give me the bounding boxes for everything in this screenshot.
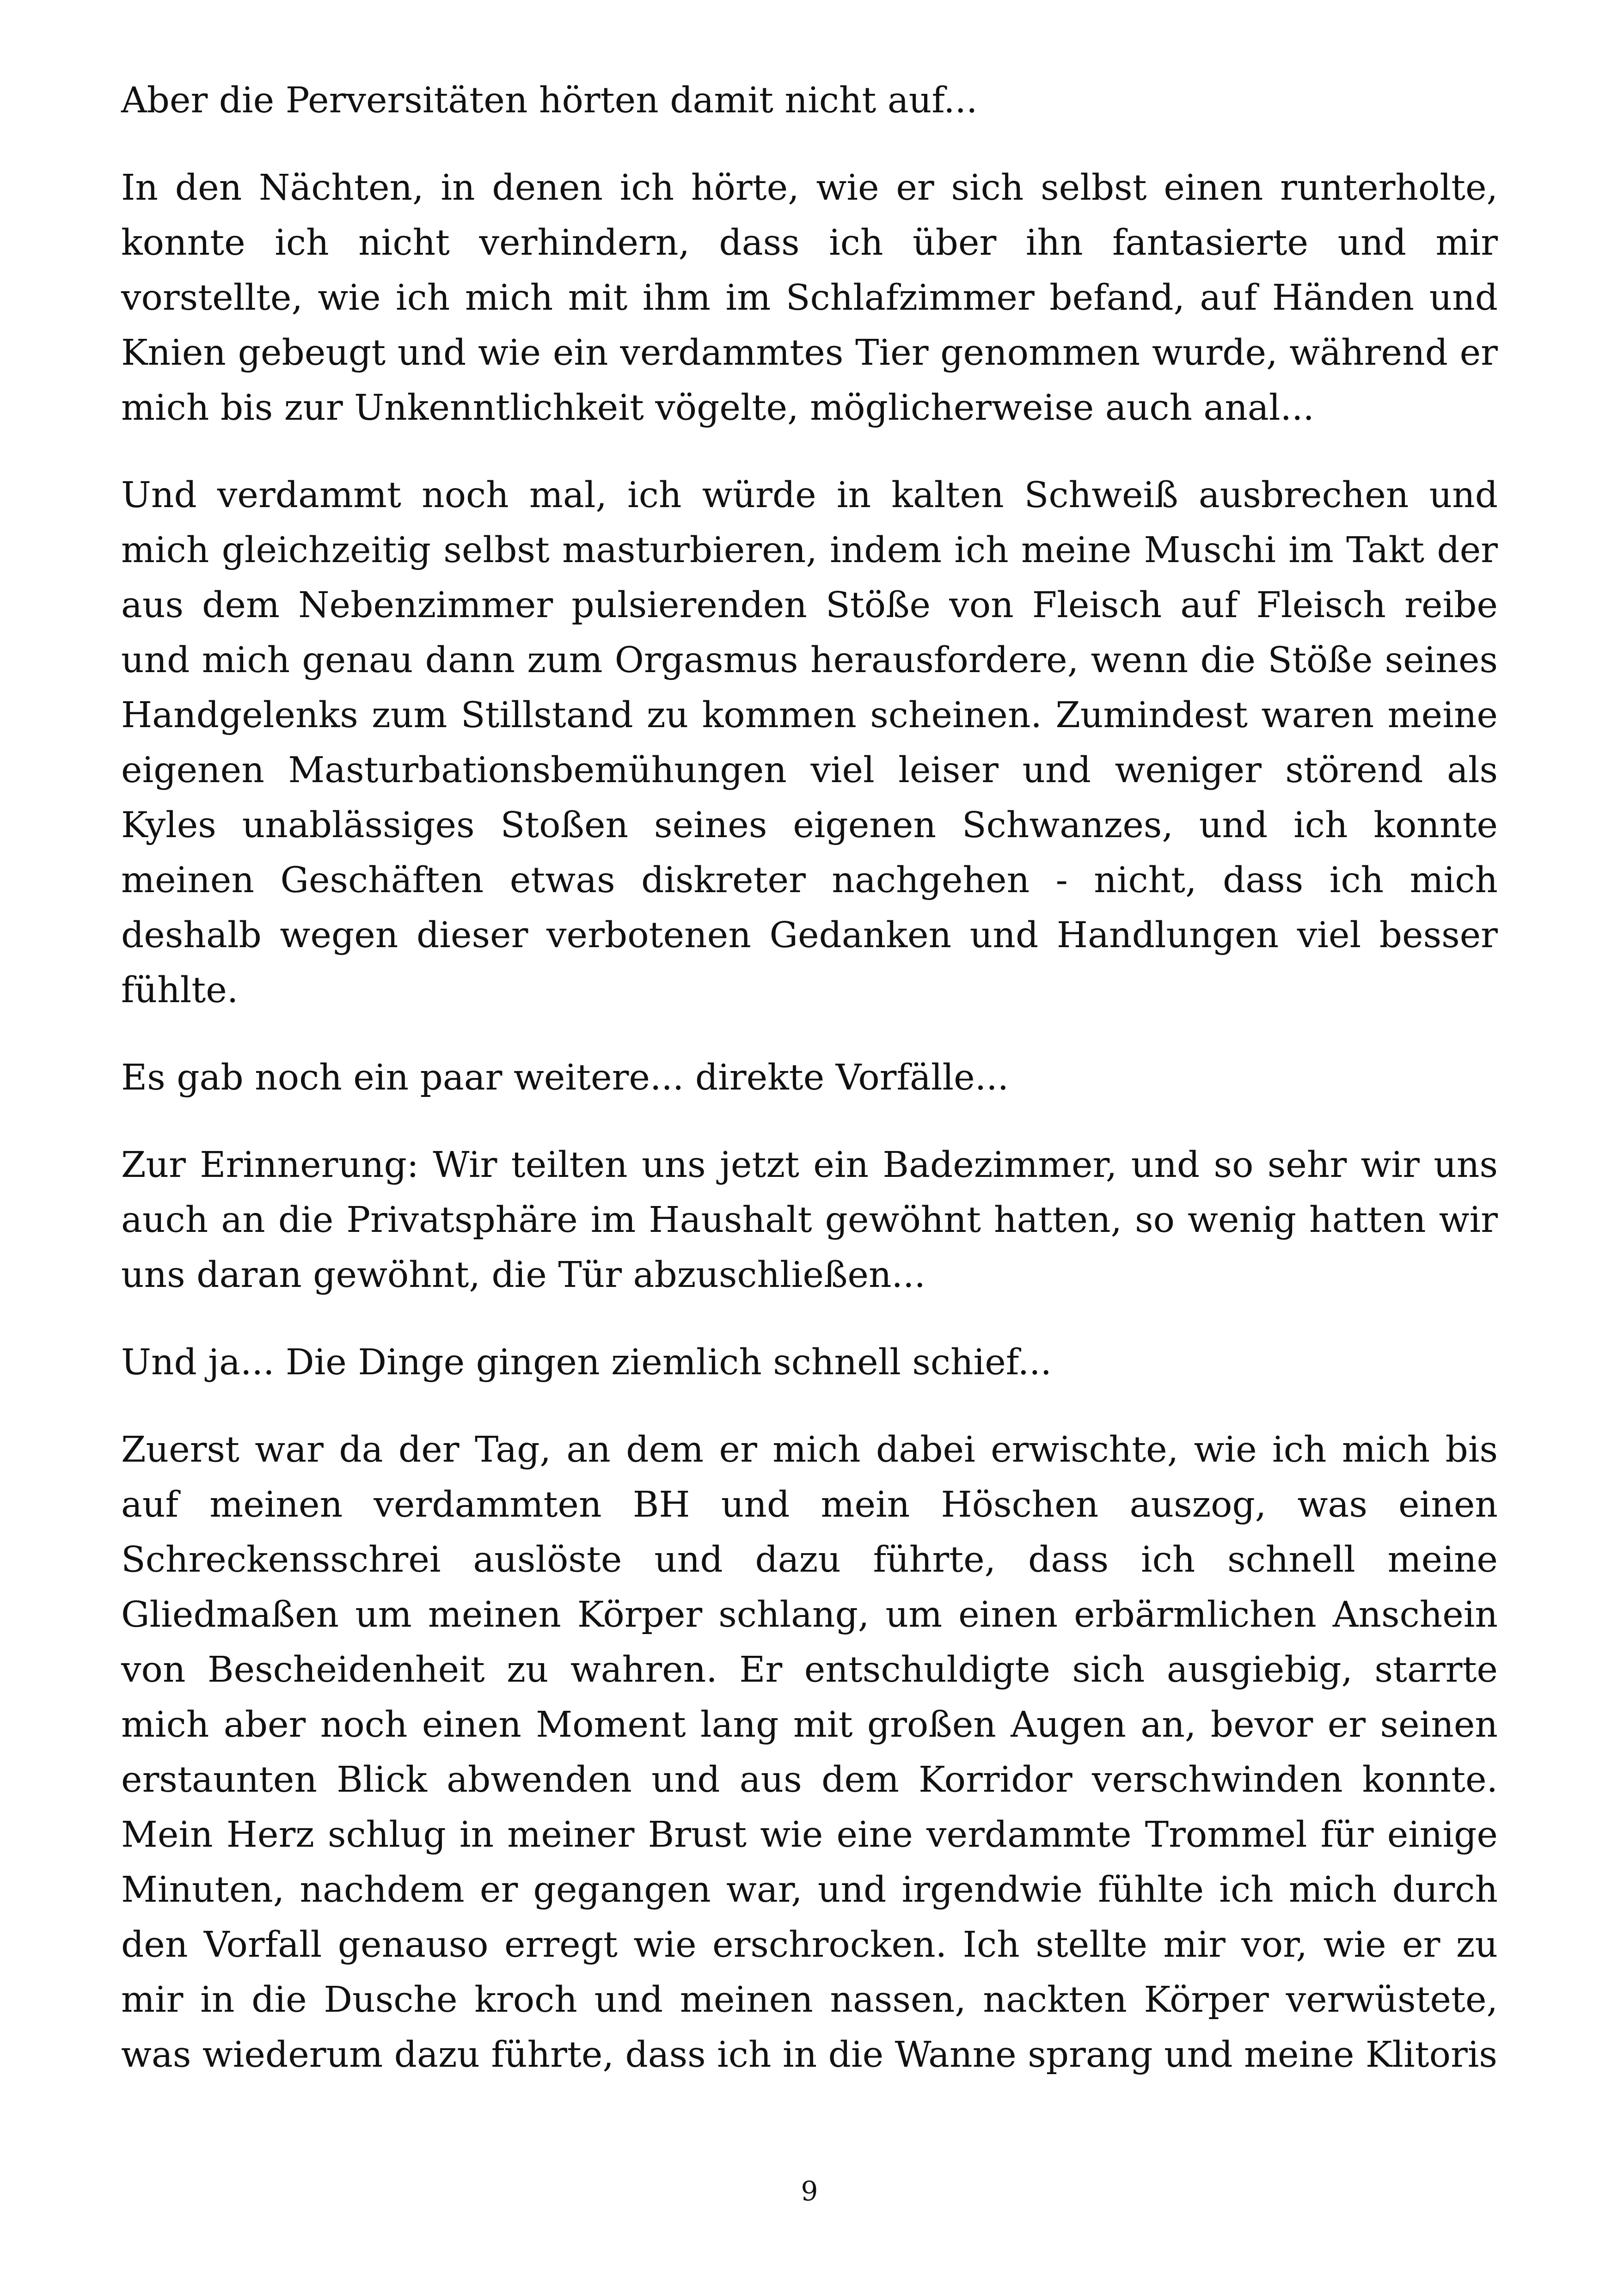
- paragraph-2: In den Nächten, in denen ich hörte, wie er sich selbst einen runterholte, konnte ich nicht verhindern, dass ich über ihn fantasierte und mir vorstellte, wie ich mich mit ihm im Schlafzimmer befand, auf Händen und Knien gebeugt und wie ein verdammtes Tier genommen wurde, während er mich bis zur Unkenntlichkeit vögelte, möglicherweise auch anal...: [121, 167, 1498, 429]
- body-text: [121, 73, 1498, 2115]
- paragraph-4: Es gab noch ein paar weitere... direkte Vorfälle...: [121, 1057, 1009, 1098]
- document-page: [121, 0, 1498, 2296]
- page-number: 9: [801, 2175, 818, 2207]
- paragraph-7: Zuerst war da der Tag, an dem er mich dabei erwischte, wie ich mich bis auf meinen verdammten BH und mein Höschen auszog, was einen Schreckensschrei auslöste und dazu führte, dass ich schnell meine Gliedmaßen um meinen Körper schlang, um einen erbärmlichen Anschein von Bescheidenheit zu wahren. Er entschuldigte sich ausgiebig, starrte mich aber noch einen Moment lang mit großen Augen an, bevor er seinen erstaunten Blick abwenden und aus dem Korridor verschwinden konnte. Mein Herz schlug in meiner Brust wie eine verdammte Trommel für einige Minuten, nachdem er gegangen war, und irgendwie fühlte ich mich durch den Vorfall genauso erregt wie erschrocken. Ich stellte mir vor, wie er zu mir in die Dusche kroch und meinen nassen, nackten Körper verwüstete, was wiederum dazu führte, dass ich in die Wanne sprang und meine Klitoris: [121, 1429, 1498, 2076]
- paragraph-6: Und ja... Die Dinge gingen ziemlich schnell schief...: [121, 1342, 1052, 1383]
- paragraph-1: Aber die Perversitäten hörten damit nicht auf...: [121, 80, 978, 121]
- paragraph-3: Und verdammt noch mal, ich würde in kalten Schweiß ausbrechen und mich gleichzeitig selbst masturbieren, indem ich meine Muschi im Takt der aus dem Nebenzimmer pulsierenden Stöße von Fleisch auf Fleisch reibe und mich genau dann zum Orgasmus herausfordere, wenn die Stöße seines Handgelenks zum Stillstand zu kommen scheinen. Zumindest waren meine eigenen Masturbationsbemühungen viel leiser und weniger störend als Kyles unablässiges Stoßen seines eigenen Schwanzes, und ich konnte meinen Geschäften etwas diskreter nachgehen - nicht, dass ich mich deshalb wegen dieser verbotenen Gedanken und Handlungen viel besser fühlte.: [121, 475, 1498, 1011]
- paragraph-5: Zur Erinnerung: Wir teilten uns jetzt ein Badezimmer, und so sehr wir uns auch an die Privatsphäre im Haushalt gewöhnt hatten, so wenig hatten wir uns daran gewöhnt, die Tür abzuschließen...: [121, 1145, 1498, 1296]
